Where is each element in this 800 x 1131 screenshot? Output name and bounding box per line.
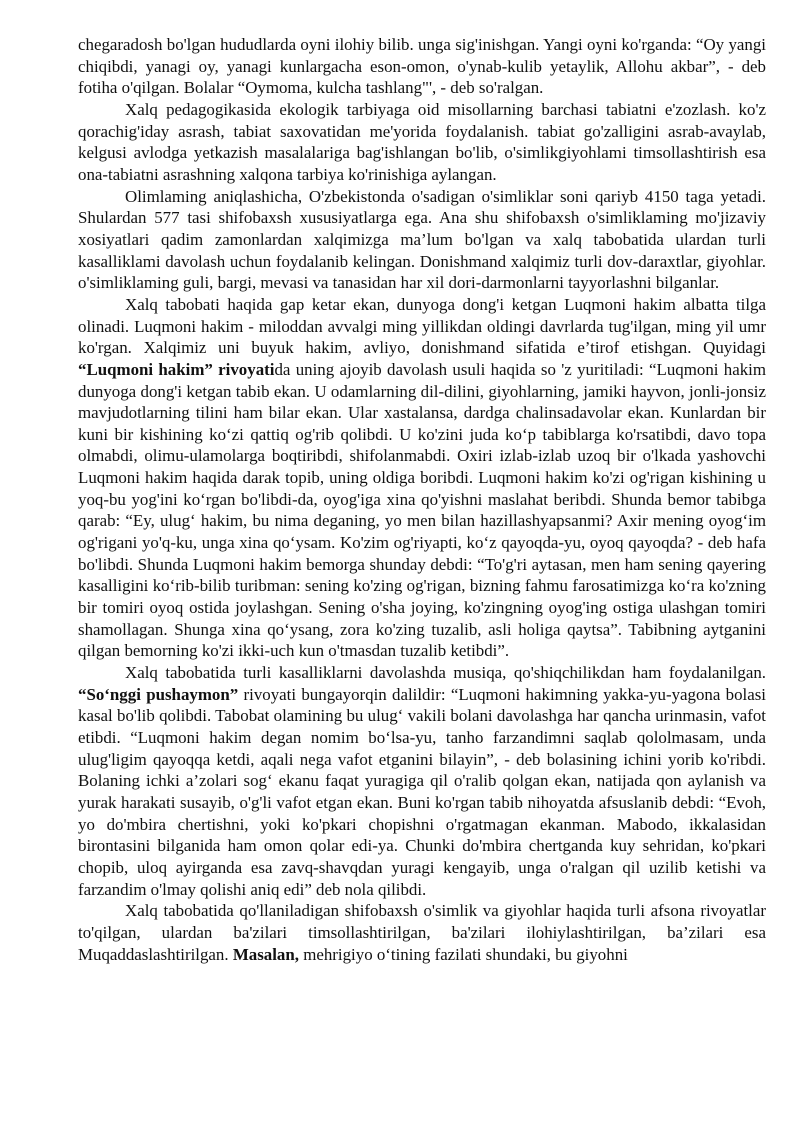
paragraph-ecological-upbringing <box>78 99 766 186</box>
bold-legend-title: “Luqmoni hakim” rivoyati <box>78 359 275 379</box>
document-page <box>78 34 766 965</box>
paragraph-luqmoni-hakim <box>78 294 766 662</box>
paragraph-text: rivoyati bungayorqin dalildir: “Luqmoni hakimning yakka-yu-yagona bolasi kasal bo'lib qolibdi. Tabobat olamining bu ulug‘ vakili bolani davolashga har qancha urinmasin, vafot etibdi. “Luqmoni hakim degan nomim bo‘lsa-yu, tanho farzandimni saqlab qololmasam, unda ulug'ligim qayoqqa ketdi, aqali nega vafot etganini bilayin”, - deb bolasining ichini yorib ko'ribdi. Bolaning ichki a’zolari sog‘ ekanu faqat yuragiga qil o'ralib qolgan ekan, natijada qon aylanish va yurak harakati susayib, o'g'li vafot etgan ekan. Buni ko'rgan tabib nihoyatda afsuslanib debdi: “Evoh, yo do'mbira chertishni, yoki ko'pkari chopishni o'rgatmagan ekanman. Mabodo, ikkalasidan birontasini bilganida ham omon qolar edi-ya. Chunki do'mbira chertganda kuy sehridan, ko'pkari chopib, uloq ayirganda esa zavq-shavqdan yuragi kengayib, unga o'ralgan qil uzilib ketishi va farzandim o'lmay qolishi aniq edi” deb nola qilibdi. <box>78 684 767 899</box>
paragraph-medicinal-legends <box>78 900 766 965</box>
paragraph-oy-tradition <box>78 34 766 99</box>
bold-keyword: Masalan, <box>232 944 299 964</box>
paragraph-text: Xalq tabobati haqida gap ketar ekan, dunyoga dong'i ketgan Luqmoni hakim albatta tilga olinadi. Luqmoni hakim - miloddan avvalgi ming yillikdan oldingi davrlarda tug'ilgan, ming yil umr ko'rgan. Xalqimiz uni buyuk hakim, avliyo, donishmand sifatida e’tirof etishgan. Quyidagi <box>78 294 766 358</box>
paragraph-text: Xalq tabobatida qo'llaniladigan shifobaxsh o'simlik va giyohlar haqida turli afsona rivoyatlar to'qilgan, ulardan ba'zilari timsollashtirilgan, ba'zilari ilohiylashtirilgan, ba’zilari esa Muqaddaslashtirilgan. <box>78 901 766 964</box>
paragraph-music-healing <box>78 662 766 900</box>
paragraph-text: mehrigiyo o‘tining fazilati shundaki, bu giyohni <box>298 944 628 964</box>
paragraph-text: chegaradosh bo'lgan hududlarda oyni ilohiy bilib. unga sig'inishgan. Yangi oyni ko'rganda: “Oy yangi chiqibdi, yanagi oy, yanagi kunlargacha eson-omon, o'ynab-kulib yetaylik, Allohu akbar”, - deb fotiha o'qilgan. Bolalar “Oymoma, kulcha tashlang"', - deb so'ralgan. <box>78 35 766 98</box>
bold-legend-title: “So‘nggi pushaymon” <box>78 684 239 704</box>
paragraph-text: da uning ajoyib davolash usuli haqida so 'z yuritiladi: “Luqmoni hakim dunyoga dong'i ketgan tabib ekan. U odamlarning dil-dilini, giyohlarning, jamiki hayvon, jonli-jonsiz mavjudotlarning tilini ham bilar ekan. Ular xastalansa, dardga chalinsadavolar ekan. Kunlardan bir kuni bir kishining ko‘zi qattiq og'rib qolibdi. U ko'zini juda ko‘p tabiblarga ko'rsatibdi, davo topa olmabdi, olimu-ulamolarga boqtiribdi, shifolanmabdi. Oxiri izlab-izlab uzoq bir o'lkada yashovchi Luqmoni hakim haqida darak topib, uning oldiga boribdi. Luqmoni hakim ko'zi og'rigan kishining u yoq-bu yog'ini ko‘rgan bo'libdi-da, oyog'iga xina qo'yishni maslahat beribdi. Shunda bemor tabibga qarab: “Ey, ulug‘ hakim, bu nima deganing, yo men bilan hazillashyapsanmi? Axir mening oyog‘im og'rigani yo'q-ku, unga xina qo‘ysam. Ko'zim og'riyapti, ko‘z qayoqda-yu, oyoq qayoqda? - deb hafa bo'libdi. Shunda Luqmoni hakim bemorga shunday debdi: “To'g'ri aytasan, men ham sening qayering kasalligini ko‘rib-bilib turibman: sening ko'zing og'rigan, bizning fahmu farosatimizga ko‘ra ko'zning bir tomiri oyoq ostida joylashgan. Sening o'sha joying, ko'zingning oyog'ing ostiga ulashgan tomiri shamollagan. Shunga xina qo‘ysang, zora ko'zing tuzalib, asli holiga qaytsa”. Tabibning aytganini qilgan bemorning ko'zi ikki-uch kun o'tmasdan tuzalib ketibdi”. <box>78 359 766 661</box>
paragraph-text: Olimlaming aniqlashicha, O'zbekistonda o'sadigan o'simliklar soni qariyb 4150 taga yetadi. Shulardan 577 tasi shifobaxsh xususiyatlarga ega. Ana shu shifobaxsh o'simliklaming mo'jizaviy xosiyatlari qadim zamonlardan xalqimizga ma’lum bo'lgan va xalq tabobatida ulardan turli kasalliklami davolash uchun foydalanib kelingan. Donishmand xalqimiz turli dov-daraxtlar, giyohlar. o'simliklaming guli, bargi, mevasi va tanasidan har xil dori-darmonlarni tayyorlashni bilganlar. <box>78 186 766 293</box>
paragraph-plant-count <box>78 186 766 294</box>
paragraph-text: Xalq pedagogikasida ekologik tarbiyaga oid misollarning barchasi tabiatni e'zozlash. ko'z qorachig'iday asrash, tabiat saxovatidan me'yorida foydalanish. tabiat go'zalligini asrab-avaylab, kelgusi avlodga yetkazish masalalariga bag'ishlangan bo'lib, o'simlikgiyohlami timsollashtirish esa ona-tabiatni asrashning xalqona tarbiya ko'rinishiga aylangan. <box>78 99 766 184</box>
paragraph-text: Xalq tabobatida turli kasalliklarni davolashda musiqa, qo'shiqchilikdan ham foydalanilgan. <box>125 663 766 683</box>
